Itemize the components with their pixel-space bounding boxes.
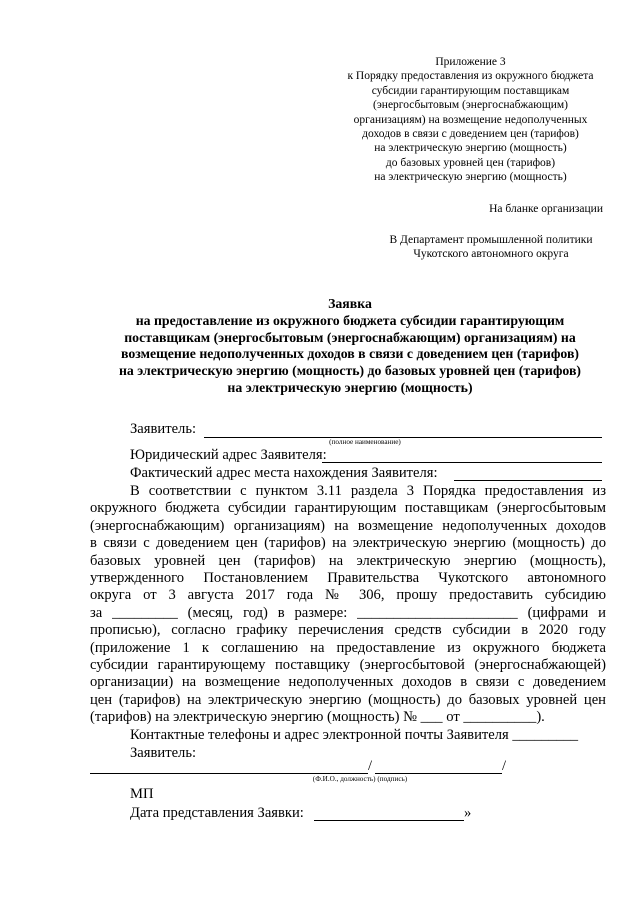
paragraph-line: базовых уровней цен (тарифов) на электрическую энергию (мощность), — [90, 552, 606, 569]
paragraph-line: (приложение 1 к соглашению на предоставление из окружного бюджета — [90, 639, 606, 656]
actual-address-field[interactable] — [454, 480, 602, 481]
appendix-line: к Порядку предоставления из окружного бюджета — [347, 70, 594, 83]
paragraph-line: в связи с доведением цен (тарифов) на электрическую энергию (мощность) до — [90, 535, 606, 552]
signature-hint: (Ф.И.О., должность) (подпись) — [312, 775, 408, 783]
title-line: на предоставление из окружного бюджета субсидии гарантирующим — [135, 312, 565, 328]
appendix-line: Приложение 3 — [435, 56, 506, 68]
paragraph-line: окружного бюджета субсидии гарантирующим поставщикам (энергосбытовым — [90, 500, 606, 517]
paragraph-line: (энергоснабжающим) организациям) на возмещение недополученных доходов — [90, 517, 606, 534]
paragraph-line: (тарифов) на электрическую энергию (мощность) № ___ от __________). — [90, 709, 545, 726]
signature-sign-field[interactable] — [375, 773, 502, 774]
contacts-line: Контактные телефоны и адрес электронной почты Заявителя _________ — [130, 727, 579, 743]
request-paragraph — [90, 483, 606, 726]
title-line: поставщикам (энергосбытовым (энергоснабжающим) организациям) на — [124, 329, 576, 345]
applicant-label: Заявитель: — [130, 421, 197, 437]
appendix-line: на электрическую энергию (мощность) — [374, 142, 567, 155]
title-line: возмещение недополученных доходов в связи с доведением цен (тарифов) — [120, 346, 580, 362]
title-line: на электрическую энергию (мощность) — [227, 379, 473, 395]
submission-date-field[interactable] — [314, 820, 464, 821]
title-line: на электрическую энергию (мощность) до базовых уровней цен (тарифов) — [118, 363, 582, 379]
paragraph-line: цен (тарифов) на электрическую энергию (мощность) до базовых уровней цен — [90, 691, 606, 708]
paragraph-line: прописью), согласно графику перечисления средств субсидии в 2020 году — [90, 622, 606, 639]
appendix-line: на электрическую энергию (мощность) — [374, 171, 567, 184]
addressee-line-2: Чукотского автономного округа — [413, 248, 569, 261]
signature-name-field[interactable] — [90, 773, 368, 774]
paragraph-line: за _________ (месяц, год) в размере: ______________________ (цифрами и — [90, 604, 606, 621]
application-title — [85, 296, 615, 397]
letterhead-note: На бланке организации — [489, 203, 603, 215]
applicant-hint: (полное наименование) — [329, 438, 401, 446]
paragraph-line: организации) на возмещение недополученных доходов в связи с доведением — [90, 674, 606, 691]
actual-address-label: Фактический адрес места нахождения Заявителя: — [130, 465, 438, 481]
signature-slash-1: / — [368, 758, 373, 774]
appendix-line: субсидии гарантирующим поставщикам — [371, 84, 570, 97]
submission-date-label: Дата представления Заявки: — [130, 805, 304, 821]
addressee-block — [380, 233, 602, 262]
paragraph-line: субсидии гарантирующему поставщику (энергосбытовой (энергоснабжающей) — [90, 656, 606, 673]
legal-address-field[interactable] — [322, 462, 602, 463]
appendix-line: организациям) на возмещение недополученных — [353, 113, 588, 126]
appendix-line: до базовых уровней цен (тарифов) — [385, 156, 556, 169]
paragraph-line: утвержденного Постановлением Правительства Чукотского автономного — [90, 569, 606, 586]
signature-slash-2: / — [502, 758, 507, 774]
signature-applicant-label: Заявитель: — [130, 745, 197, 761]
closing-quote: » — [464, 805, 472, 821]
legal-address-label: Юридический адрес Заявителя: — [130, 447, 327, 463]
appendix-line: доходов в связи с доведением цен (тарифов) — [362, 128, 579, 141]
appendix-line: (энергосбытовым (энергоснабжающим) — [373, 99, 568, 112]
paragraph-line: В соответствии с пунктом 3.11 раздела 3 Порядка предоставления из — [130, 483, 606, 499]
stamp-label: МП — [130, 786, 154, 802]
title-heading: Заявка — [328, 296, 372, 311]
addressee-line-1: В Департамент промышленной политики — [389, 234, 593, 246]
paragraph-line: округа от 3 августа 2017 года № 306, прошу предоставить субсидию — [90, 587, 606, 604]
appendix-block — [333, 55, 608, 185]
